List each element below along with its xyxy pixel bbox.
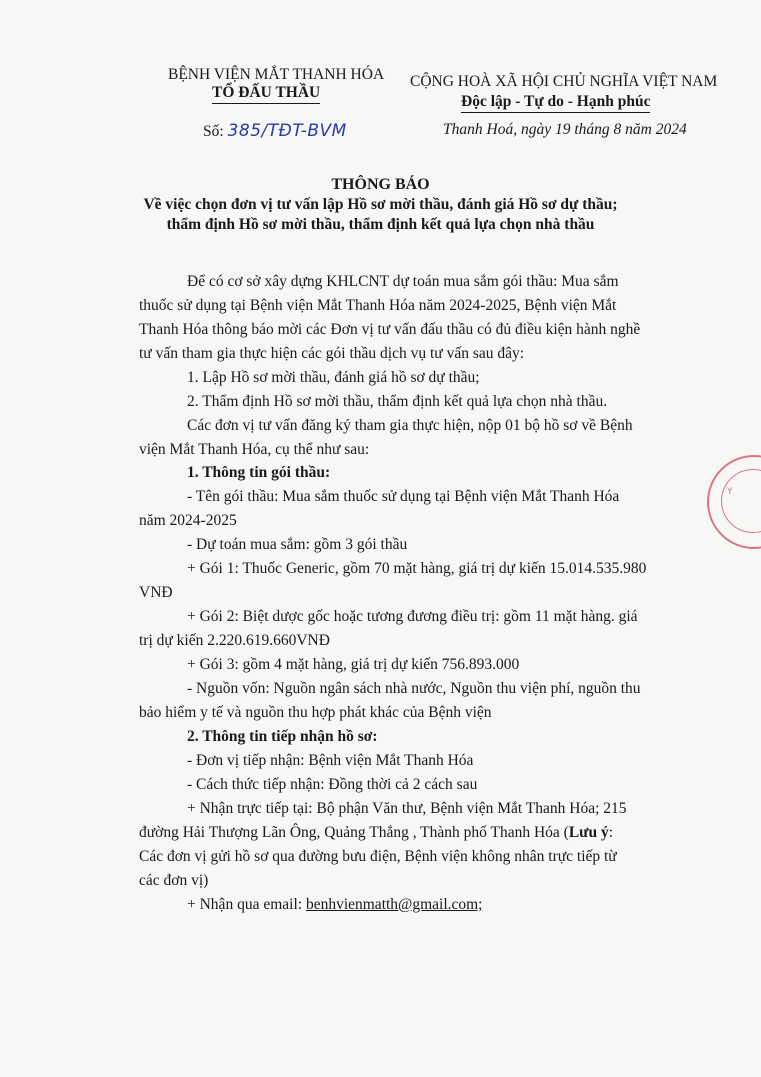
direct-line-1: + Nhận trực tiếp tại: Bộ phận Văn thư, Bệnh viện Mắt Thanh Hóa; 215 (187, 800, 627, 817)
document-number-value: 385/TĐT-BVM (227, 121, 347, 141)
direct-line-4: các đơn vị) (139, 872, 209, 889)
email-link[interactable]: benhvienmatth@gmail.com; (305, 896, 483, 913)
package-name-line-1: - Tên gói thầu: Mua sắm thuốc sử dụng tại Bệnh viện Mắt Thanh Hóa (187, 488, 620, 505)
note-label: Lưu ý (568, 824, 609, 841)
service-item-2: 2. Thẩm định Hồ sơ mời thầu, thẩm định kết quả lựa chọn nhà thầu. (187, 393, 608, 410)
package-name-line-2: năm 2024-2025 (139, 512, 237, 529)
red-seal-inner-ring (721, 469, 761, 533)
document-number-label: Số: (203, 123, 224, 140)
lot-2-line-2: trị dự kiến 2.220.619.660VNĐ (139, 632, 330, 649)
receiver-line: - Đơn vị tiếp nhận: Bệnh viện Mắt Thanh Hóa (187, 752, 474, 769)
document-number (203, 121, 347, 141)
lot-2-line-1: + Gói 2: Biệt dược gốc hoặc tương đương điều trị: gồm 11 mặt hàng. giá (187, 608, 638, 625)
section-1-heading: 1. Thông tin gói thầu: (187, 464, 331, 481)
title-subtitle-line2: thẩm định Hồ sơ mời thầu, thẩm định kết quả lựa chọn nhà thầu (166, 216, 595, 233)
intro-line-2: thuốc sử dụng tại Bệnh viện Mắt Thanh Hóa năm 2024-2025, Bệnh viện Mắt (139, 297, 617, 314)
registration-line-2: viện Mắt Thanh Hóa, cụ thể như sau: (139, 441, 370, 458)
place-date: Thanh Hoá, ngày 19 tháng 8 năm 2024 (443, 121, 687, 138)
direct-line-2-text: đường Hải Thượng Lãn Ông, Quảng Thắng , Thành phố Thanh Hóa ( (139, 824, 569, 841)
page-title: THÔNG BÁO (331, 176, 430, 193)
intro-line-4: tư vấn tham gia thực hiện các gói thầu dịch vụ tư vấn sau đây: (139, 345, 525, 362)
email-label: + Nhận qua email: (187, 896, 306, 913)
estimate-line: - Dự toán mua sắm: gồm 3 gói thầu (187, 536, 408, 553)
direct-line-2-colon: : (608, 824, 614, 841)
lot-3-line: + Gói 3: gồm 4 mặt hàng, giá trị dự kiến 756.893.000 (187, 656, 520, 673)
red-seal-stamp (707, 455, 761, 549)
org-department: TỔ ĐẤU THẦU (212, 84, 320, 104)
lot-1-line-2: VNĐ (139, 584, 173, 601)
registration-line-1: Các đơn vị tư vấn đăng ký tham gia thực hiện, nộp 01 bộ hồ sơ về Bệnh (187, 417, 633, 434)
method-line: - Cách thức tiếp nhận: Đồng thời cả 2 cách sau (187, 776, 478, 793)
nation-motto: Độc lập - Tự do - Hạnh phúc (461, 93, 650, 113)
direct-line-3: Các đơn vị gửi hồ sơ qua đường bưu điện, Bệnh viện không nhân trực tiếp từ (139, 848, 617, 865)
funding-line-1: - Nguồn vốn: Nguồn ngân sách nhà nước, Nguồn thu viện phí, nguồn thu (187, 680, 641, 697)
service-item-1: 1. Lập Hồ sơ mời thầu, đánh giá hồ sơ dự thầu; (187, 369, 480, 386)
funding-line-2: bảo hiểm y tế và nguồn thu hợp phát khác của Bệnh viện (139, 704, 492, 721)
direct-line-2 (139, 821, 613, 845)
nation-name: CỘNG HOÀ XÃ HỘI CHỦ NGHĨA VIỆT NAM (410, 73, 718, 90)
intro-line-1: Để có cơ sở xây dựng KHLCNT dự toán mua sắm gói thầu: Mua sắm (187, 273, 619, 290)
email-line (187, 893, 483, 917)
section-2-heading: 2. Thông tin tiếp nhận hồ sơ: (187, 728, 378, 745)
title-subtitle-line1: Về việc chọn đơn vị tư vấn lập Hồ sơ mời thầu, đánh giá Hồ sơ dự thầu; (143, 196, 618, 213)
red-seal-letter: Y (727, 487, 733, 497)
org-name: BỆNH VIỆN MẮT THANH HÓA (168, 66, 385, 83)
lot-1-line-1: + Gói 1: Thuốc Generic, gồm 70 mặt hàng, giá trị dự kiến 15.014.535.980 (187, 560, 647, 577)
intro-line-3: Thanh Hóa thông báo mời các Đơn vị tư vấn đấu thầu có đủ điều kiện hành nghề (139, 321, 641, 338)
